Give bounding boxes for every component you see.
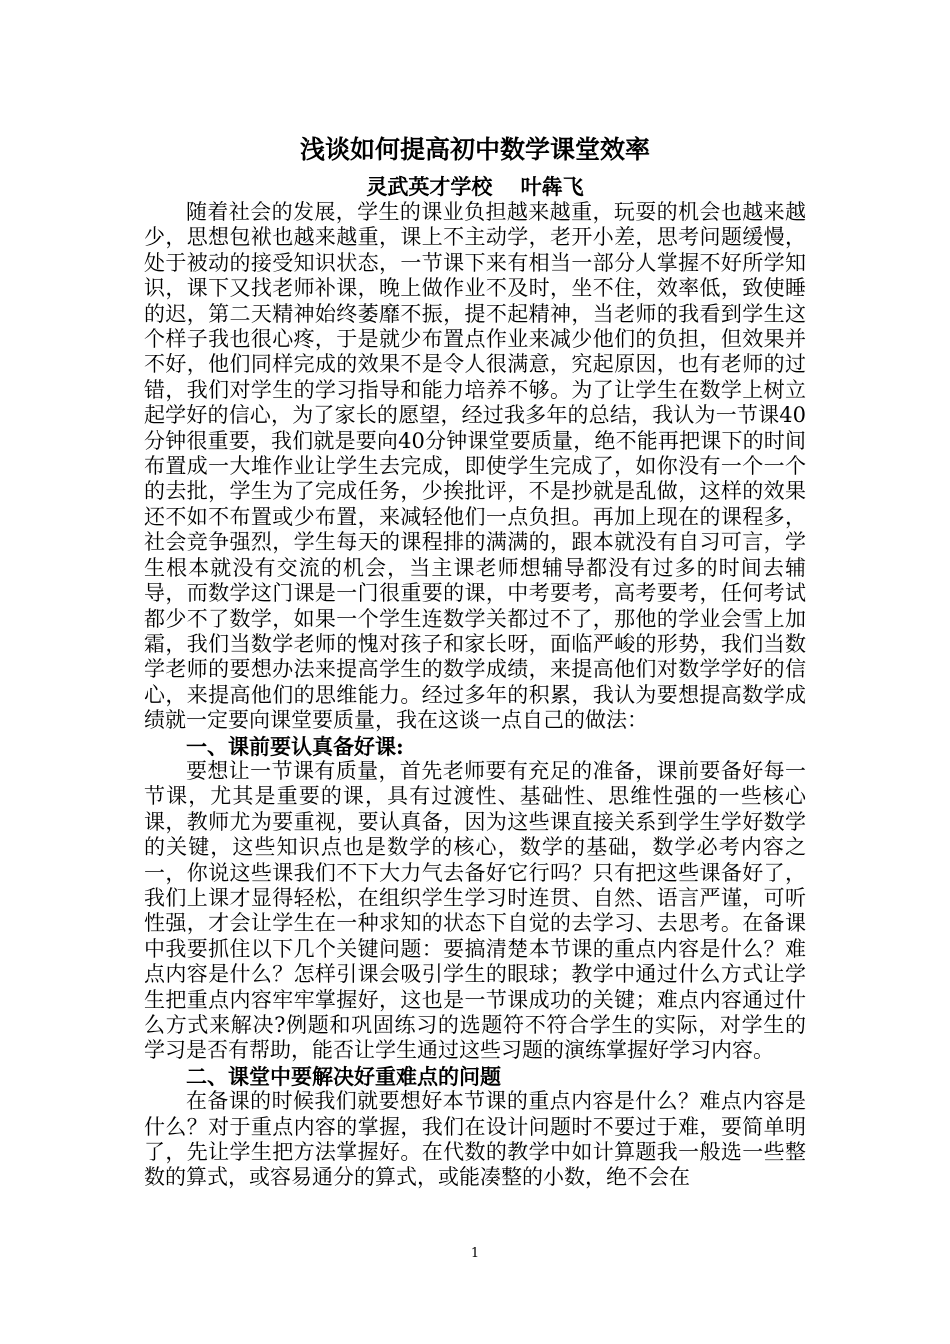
paragraph-intro: 随着社会的发展，学生的课业负担越来越重，玩耍的机会也越来越少，思想包袱也越来越重，课上不主动学，老开小差，思考问题缓慢，处于被动的接受知识状态，一节课下来有相当一部分人掌握不好所学知识，课下又找老师补课，晚上做作业不及时，坐不住，效率低，致使睡的迟，第二天精神始终萎靡不振，提不起精神，当老师的我看到学生这个样子我也很心疼，于是就少布置点作业来减少他们的负担，但效果并不好，他们同样完成的效果不是令人很满意，究起原因，也有老师的过错，我们对学生的学习指导和能力培养不够。为了让学生在数学上树立起学好的信心，为了家长的愿望，经过我多年的总结，我认为一节课40分钟很重要，我们就是要向40分钟课堂要质量，绝不能再把课下的时间布置成一大堆作业让学生去完成，即使学生完成了，如你没有一个一个的去批，学生为了完成任务，少挨批评，不是抄就是乱做，这样的效果还不如不布置或少布置，来减轻他们一点负担。再加上现在的课程多，社会竞争强烈，学生每天的课程排的满满的，跟本就没有自习可言，学生根本就没有交流的机会，当主课老师想辅导都没有过多的时间去辅导，而数学这门课是一门很重要的课，中考要考，高考要考，任何考试都少不了数学，如果一个学生连数学关都过不了，那他的学业会雪上加霜，我们当数学老师的愧对孩子和家长呀，面临严峻的形势，我们当数学老师的要想办法来提高学生的数学成绩，来提高他们对数学学好的信心，来提高他们的思维能力。经过多年的积累，我认为要想提高数学成绩就一定要向课堂要质量，我在这谈一点自己的做法： [144, 200, 806, 733]
document-body [144, 200, 806, 1191]
section-heading-1: 一、课前要认真备好课: [186, 733, 404, 759]
document-title: 浅谈如何提高初中数学课堂效率 [299, 135, 650, 164]
paragraph-section-2: 在备课的时候我们就要想好本节课的重点内容是什么？难点内容是什么？对于重点内容的掌握，我们在设计问题时不要过于难，要简单明了，先让学生把方法掌握好。在代数的教学中如计算题我一般选一些整数的算式，或容易通分的算式，或能凑整的小数，绝不会在 [144, 1089, 806, 1190]
section-heading-2: 二、课堂中要解决好重难点的问题 [186, 1063, 501, 1089]
author-line: 灵武英才学校 叶犇飞 [366, 174, 584, 199]
paragraph-section-1: 要想让一节课有质量，首先老师要有充足的准备，课前要备好每一节课，尤其是重要的课，具有过渡性、基础性、思维性强的一些核心课，教师尤为要重视，要认真备，因为这些课直接关系到学生学好数学的关键，这些知识点也是数学的核心，数学的基础，数学必考内容之一，你说这些课我们不下大力气去备好它行吗？只有把这些课备好了，我们上课才显得轻松，在组织学生学习时连贯、自然、语言严谨，可听性强，才会让学生在一种求知的状态下自觉的去学习、去思考。在备课中我要抓住以下几个关键问题：要搞清楚本节课的重点内容是什么？难点内容是什么？怎样引课会吸引学生的眼球；教学中通过什么方式让学生把重点内容牢牢掌握好，这也是一节课成功的关键；难点内容通过什么方式来解决?例题和巩固练习的选题符不符合学生的实际，对学生的学习是否有帮助，能否让学生通过这些习题的演练掌握好学习内容。 [144, 758, 806, 1063]
page-number: 1 [470, 1246, 480, 1261]
